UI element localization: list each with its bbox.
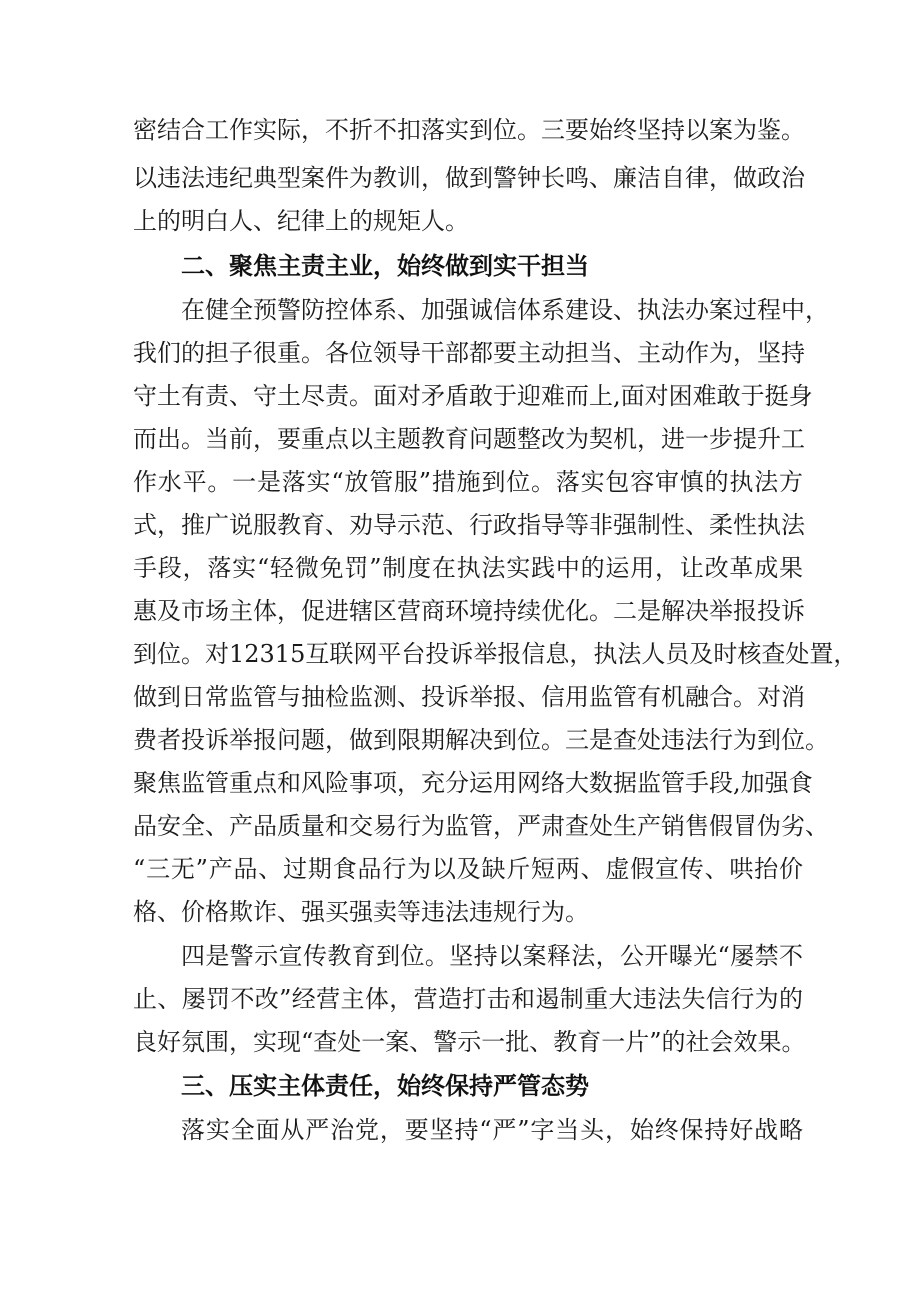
paragraph-line: 费者投诉举报问题，做到限期解决到位。三是查处违法行为到位。 (133, 726, 829, 754)
paragraph-line: 密结合工作实际，不折不扣落实到位。三要始终坚持以案为鉴。 (133, 116, 805, 144)
paragraph-line: 我们的担子很重。各位领导干部都要主动担当、主动作为，坚持 (133, 339, 805, 367)
paragraph-line: 聚焦监管重点和风险事项，充分运用网络大数据监管手段,加强食 (133, 769, 813, 797)
paragraph-line: 落实全面从严治党，要坚持“严”字当头，始终保持好战略 (181, 1116, 803, 1144)
paragraph-line: 良好氛围，实现“查处一案、警示一批、教育一片”的社会效果。 (133, 1028, 806, 1056)
paragraph-line: 四是警示宣传教育到位。坚持以案释法，公开曝光“屡禁不 (181, 942, 803, 970)
paragraph-line: 上的明白人、纪律上的规矩人。 (133, 207, 469, 235)
paragraph-line: 品安全、产品质量和交易行为监管，严肃查处生产销售假冒伪劣、 (133, 812, 829, 840)
paragraph-line: 守土有责、守土尽责。面对矛盾敢于迎难而上,面对困难敢于挺身 (133, 382, 813, 410)
paragraph-line: 在健全预警防控体系、加强诚信体系建设、执法办案过程中， (181, 296, 829, 324)
paragraph-line: 惠及市场主体，促进辖区营商环境持续优化。二是解决举报投诉 (133, 597, 805, 625)
paragraph-line: 到位。对12315互联网平台投诉举报信息，执法人员及时核查处置， (133, 640, 858, 668)
section-heading: 三、压实主体责任，始终保持严管态势 (181, 1072, 589, 1100)
paragraph-line: 作水平。一是落实“放管服”措施到位。落实包容审慎的执法方 (133, 468, 803, 496)
paragraph-line: 格、价格欺诈、强买强卖等违法违规行为。 (133, 898, 589, 926)
paragraph-line: 做到日常监管与抽检监测、投诉举报、信用监管有机融合。对消 (133, 683, 805, 711)
paragraph-line: 以违法违纪典型案件为教训，做到警钟长鸣、廉洁自律，做政治 (133, 164, 805, 192)
paragraph-line: 而出。当前，要重点以主题教育问题整改为契机，进一步提升工 (133, 425, 805, 453)
paragraph-line: 止、屡罚不改”经营主体，营造打击和遏制重大违法失信行为的 (133, 985, 803, 1013)
paragraph-line: “三无”产品、过期食品行为以及缺斤短两、虚假宣传、哄抬价 (133, 855, 803, 883)
paragraph-line: 手段，落实“轻微免罚”制度在执法实践中的运用，让改革成果 (133, 554, 803, 582)
section-heading: 二、聚焦主责主业，始终做到实干担当 (181, 252, 589, 280)
paragraph-line: 式，推广说服教育、劝导示范、行政指导等非强制性、柔性执法 (133, 511, 805, 539)
